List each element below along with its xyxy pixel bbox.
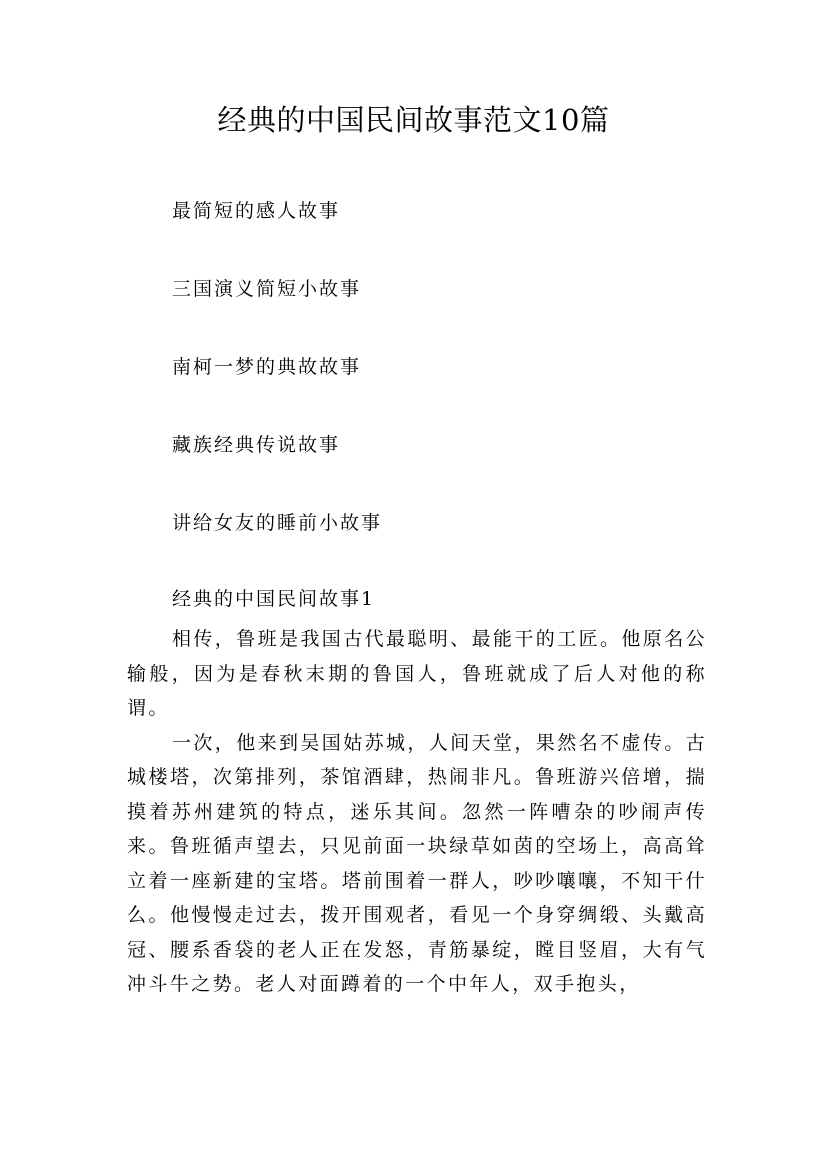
section-heading: 经典的中国民间故事1	[172, 588, 376, 610]
toc-item: 南柯一梦的典故故事	[172, 356, 362, 378]
toc-item: 最简短的感人故事	[172, 200, 341, 222]
toc-item: 三国演义简短小故事	[172, 278, 362, 300]
toc-item: 讲给女友的睡前小故事	[172, 512, 383, 534]
paragraph: 一次，他来到吴国姑苏城，人间天堂，果然名不虚传。古城楼塔，次第排列，茶馆酒肆，热闹非凡。鲁班游兴倍增，揣摸着苏州建筑的特点，迷乐其间。忽然一阵嘈杂的吵闹声传来。鲁班循声望去，只见前面一块绿草如茵的空场上，高高耸立着一座新建的宝塔。塔前围着一群人，吵吵嚷嚷，不知干什么。他慢慢走过去，拨开围观者，看见一个身穿绸缎、头戴高冠、腰系香袋的老人正在发怒，青筋暴绽，瞠目竖眉，大有气冲斗牛之势。老人对面蹲着的一个中年人，双手抱头，	[127, 731, 708, 995]
toc-item: 藏族经典传说故事	[172, 434, 341, 456]
table-of-contents	[172, 196, 382, 586]
document-title: 经典的中国民间故事范文10篇	[217, 103, 610, 137]
story-body	[127, 622, 707, 1002]
paragraph: 相传，鲁班是我国古代最聪明、最能干的工匠。他原名公输般，因为是春秋末期的鲁国人，鲁班就成了后人对他的称谓。	[127, 628, 708, 719]
